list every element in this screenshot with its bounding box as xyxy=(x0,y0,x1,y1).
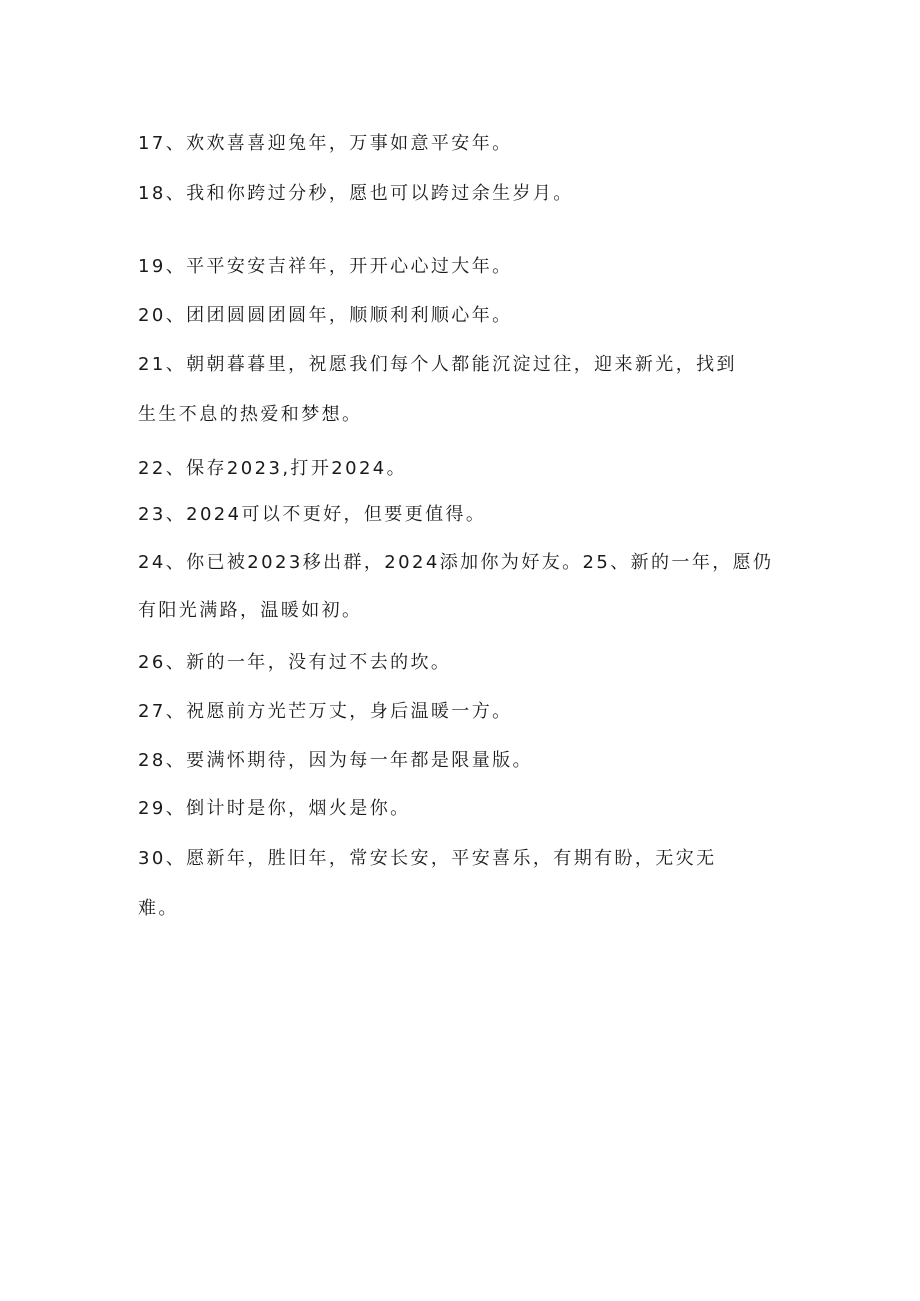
text-line-26: 26、新的一年，没有过不去的坎。 xyxy=(138,652,452,673)
text-line-27: 27、祝愿前方光芒万丈，身后温暖一方。 xyxy=(138,701,513,722)
text-line-20: 20、团团圆圆团圆年，顺顺利利顺心年。 xyxy=(138,305,513,326)
text-line-21a: 21、朝朝暮暮里，祝愿我们每个人都能沉淀过往，迎来新光，找到 xyxy=(138,354,737,375)
text-line-29: 29、倒计时是你，烟火是你。 xyxy=(138,798,411,819)
text-line-30a: 30、愿新年，胜旧年，常安长安，平安喜乐，有期有盼，无灾无 xyxy=(138,848,717,869)
text-line-30b: 难。 xyxy=(138,898,179,919)
text-line-21b: 生生不息的热爱和梦想。 xyxy=(138,404,363,425)
text-line-17: 17、欢欢喜喜迎兔年，万事如意平安年。 xyxy=(138,133,513,154)
text-line-19: 19、平平安安吉祥年，开开心心过大年。 xyxy=(138,256,513,277)
text-line-22: 22、保存2023,打开2024。 xyxy=(138,458,408,479)
text-line-28: 28、要满怀期待，因为每一年都是限量版。 xyxy=(138,750,533,771)
text-line-18: 18、我和你跨过分秒，愿也可以跨过余生岁月。 xyxy=(138,183,574,204)
text-line-23: 23、2024可以不更好，但要更值得。 xyxy=(138,504,487,525)
text-line-24: 24、你已被2023移出群，2024添加你为好友。25、新的一年，愿仍 xyxy=(138,552,774,573)
text-line-25b: 有阳光满路，温暖如初。 xyxy=(138,600,363,621)
